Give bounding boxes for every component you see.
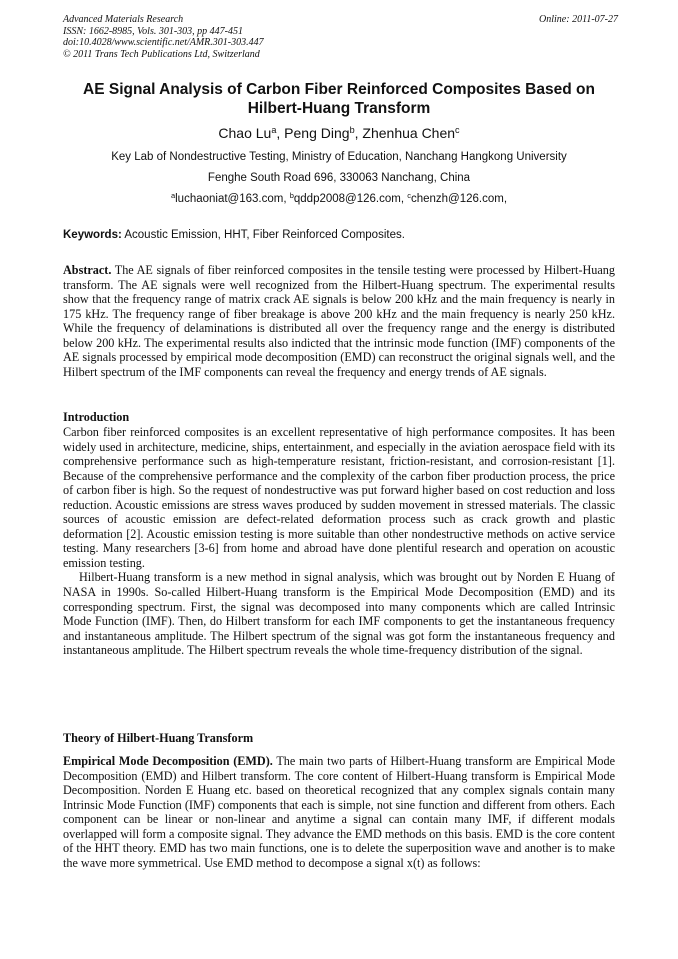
introduction-body [63, 425, 615, 658]
title-line-2: Hilbert-Huang Transform [247, 100, 431, 117]
copyright-line: © 2011 Trans Tech Publications Ltd, Switzerland [63, 48, 260, 60]
abstract-text: The AE signals of fiber reinforced composites in the tensile testing were processed by Hilbert-Huang transform. The AE signals were well recognized from the Hilbert-Huang spectrum. The experimental results show that the frequency range of matrix crack AE signals is below 200 kHz and the main frequency is nearly in 175 kHz. The frequency range of fiber breakage is above 200 kHz and the main frequency is nearly 250 kHz. While the frequency of delaminations is distributed all over the frequency range and the energy is distributed below 200 kHz. The experimental results also indicted that the intrinsic mode function (IMF) components of the AE signals processed by empirical mode decomposition (EMD) can reconstruct the original signals well, and the Hilbert spectrum of the IMF components can reveal the frequency and energy trends of AE signals. [63, 263, 615, 379]
title-line-1: AE Signal Analysis of Carbon Fiber Reinforced Composites Based on [83, 81, 595, 98]
intro-heading: Introduction [63, 410, 130, 424]
emd-text: The main two parts of Hilbert-Huang transform are Empirical Mode Decomposition (EMD) and Hilbert transform. The core content of Hilbert-Huang transform is Empirical Mode Decomposition. Norden E Huang etc. based on theoretical recognized that any complex signals contain many Intrinsic Mode Function (IMF) components that each is simple, not sine function and different from others. Each component can be linear or non-linear and anytime a signal can contain many IMF, if different modals overlapped will form a composite signal. They advance the EMD methods on this basis. EMD is the core content of the HHT theory. EMD has two main functions, one is to delete the superposition wave and another is to make the wave more symmetrical. Use EMD method to decompose a signal x(t) as follows: [63, 754, 615, 870]
online-date: Online: 2011-07-27 [539, 14, 618, 25]
email-a[interactable]: luchaoniat@163.com, [175, 193, 290, 205]
doi-line: doi:10.4028/www.scientific.net/AMR.301-303.447 [63, 37, 264, 48]
email-c[interactable]: chenzh@126.com, [410, 193, 508, 205]
author-3: Zhenhua Chen$^c$ [362, 125, 460, 141]
journal-info [63, 14, 618, 60]
issn-line: ISSN: 1662-8985, Vols. 301-303, pp 447-451 [63, 25, 243, 37]
emd-section [63, 754, 615, 870]
email-list: $^a$luchaoniat@163.com, $^b$qddp2008@126.com, $^c$chenzh@126.com, [170, 190, 508, 205]
affiliation-line-2: Fenghe South Road 696, 330063 Nanchang, China [207, 172, 471, 184]
affiliation-line-1: Key Lab of Nondestructive Testing, Ministry of Education, Nanchang Hangkong University [111, 151, 567, 163]
author-1: Chao Lu$^a$, [218, 125, 285, 141]
emd-label: Empirical Mode Decomposition (EMD). [63, 754, 273, 768]
paper-title [60, 80, 618, 118]
abstract-label: Abstract. [63, 263, 112, 277]
keywords-label: Keywords: [63, 229, 122, 241]
intro-paragraph-1: Carbon fiber reinforced composites is an excellent representative of high performance composites. It has been widely used in architecture, medicine, ships, entertainment, and especially in the aviation aerospace field with its comprehensive performance such as high-temperature resistant, friction-resistant, and corrosion-resistant [1]. Because of the comprehensive performance and the complexity of the carbon fiber production process, the price of carbon fiber is high. So the request of nondestructive was put forward higher based on cost reduction and loss reduction. Acoustic emissions are stress waves produced by sudden movement in stressed materials. The classic sources of acoustic emission are defect-related deformation process such as crack growth and plastic deformation [2]. Acoustic emission testing is more suitable than other nondestructive methods on active service testing. Many researchers [3-6] from home and abroad have done plentiful research and operation on acoustic emission testing. [63, 425, 615, 570]
intro-paragraph-2: Hilbert-Huang transform is a new method in signal analysis, which was brought out by Norden E Huang of NASA in 1990s. So-called Hilbert-Huang transform is the Empirical Mode Decomposition (EMD) and its corresponding spectrum. First, the signal was decomposed into many components which are called Intrinsic Mode Function (IMF). Then, do Hilbert transform for each IMF components to get the instantaneous frequency and instantaneous amplitude. The Hilbert spectrum of the signal was got form the instantaneous frequency and instantaneous amplitude. The Hilbert spectrum reveals the whole time-frequency distribution of the signal. [63, 570, 615, 658]
keywords [63, 228, 618, 242]
keywords-text: Acoustic Emission, HHT, Fiber Reinforced Composites. [121, 229, 405, 241]
journal-name: Advanced Materials Research [63, 14, 184, 25]
abstract [63, 263, 615, 379]
journal-header [63, 14, 618, 60]
author-list [60, 124, 618, 142]
author-2: Peng Ding$^b$, [284, 125, 363, 141]
email-b[interactable]: qddp2008@126.com, [293, 193, 408, 205]
theory-heading: Theory of Hilbert-Huang Transform [63, 731, 254, 745]
